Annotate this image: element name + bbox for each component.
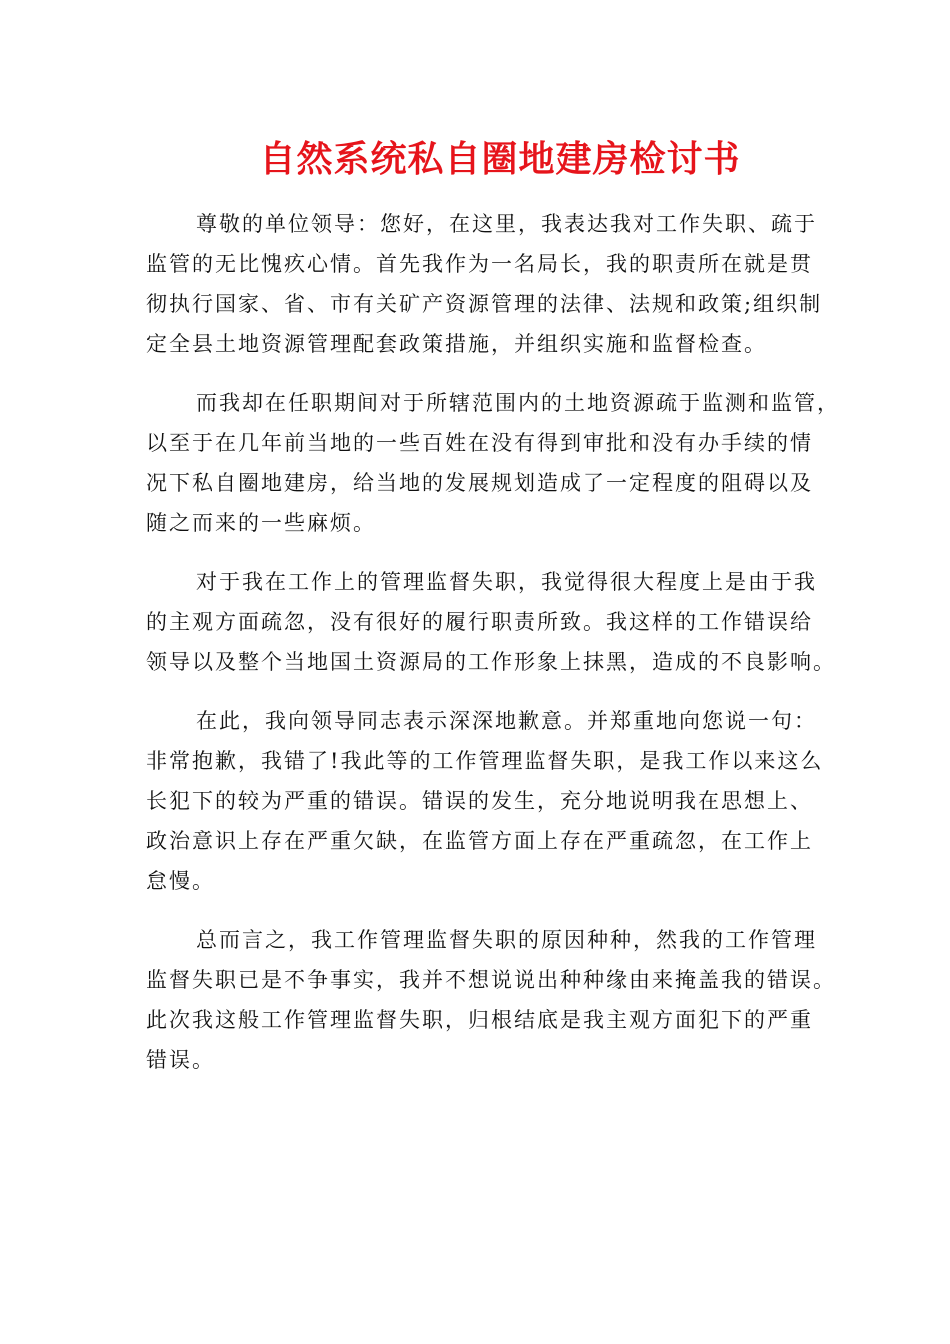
text-line: 政治意识上存在严重欠缺，在监管方面上存在严重疏忽，在工作上 bbox=[146, 829, 813, 853]
document-title: 自然系统私自圈地建房检讨书 bbox=[259, 138, 741, 180]
paragraph-1 bbox=[146, 204, 846, 364]
text-line: 监督失职已是不争事实，我并不想说说出种种缘由来掩盖我的错误。 bbox=[146, 968, 836, 992]
text-line: 此次我这般工作管理监督失职，归根结底是我主观方面犯下的严重 bbox=[146, 1008, 813, 1032]
text-line: 况下私自圈地建房，给当地的发展规划造成了一定程度的阻碍以及 bbox=[146, 471, 813, 495]
text-line: 定全县土地资源管理配套政策措施，并组织实施和监督检查。 bbox=[146, 332, 767, 356]
text-line: 总而言之，我工作管理监督失职的原因种种，然我的工作管理 bbox=[196, 928, 817, 952]
text-line: 长犯下的较为严重的错误。错误的发生，充分地说明我在思想上、 bbox=[146, 789, 813, 813]
text-line: 领导以及整个当地国土资源局的工作形象上抹黑，造成的不良影响。 bbox=[146, 650, 836, 674]
text-line: 对于我在工作上的管理监督失职，我觉得很大程度上是由于我 bbox=[196, 570, 817, 594]
text-line: 以至于在几年前当地的一些百姓在没有得到审批和没有办手续的情 bbox=[146, 431, 813, 455]
text-line: 非常抱歉，我错了!我此等的工作管理监督失职，是我工作以来这么 bbox=[146, 749, 824, 773]
text-line: 在此，我向领导同志表示深深地歉意。并郑重地向您说一句： bbox=[196, 709, 817, 733]
paragraph-2 bbox=[146, 383, 846, 543]
paragraph-5 bbox=[146, 920, 846, 1080]
text-line: 怠慢。 bbox=[146, 869, 215, 893]
text-line: 彻执行国家、省、市有关矿产资源管理的法律、法规和政策;组织制 bbox=[146, 292, 823, 316]
paragraph-3 bbox=[146, 562, 846, 682]
text-line: 尊敬的单位领导：您好，在这里，我表达我对工作失职、疏于 bbox=[196, 212, 817, 236]
text-line: 的主观方面疏忽，没有很好的履行职责所致。我这样的工作错误给 bbox=[146, 610, 813, 634]
document-body bbox=[146, 204, 846, 1099]
text-line: 错误。 bbox=[146, 1048, 215, 1072]
text-line: 随之而来的一些麻烦。 bbox=[146, 511, 376, 535]
text-line: 而我却在任职期间对于所辖范围内的土地资源疏于监测和监管， bbox=[196, 391, 840, 415]
paragraph-4 bbox=[146, 701, 846, 901]
text-line: 监管的无比愧疚心情。首先我作为一名局长，我的职责所在就是贯 bbox=[146, 252, 813, 276]
